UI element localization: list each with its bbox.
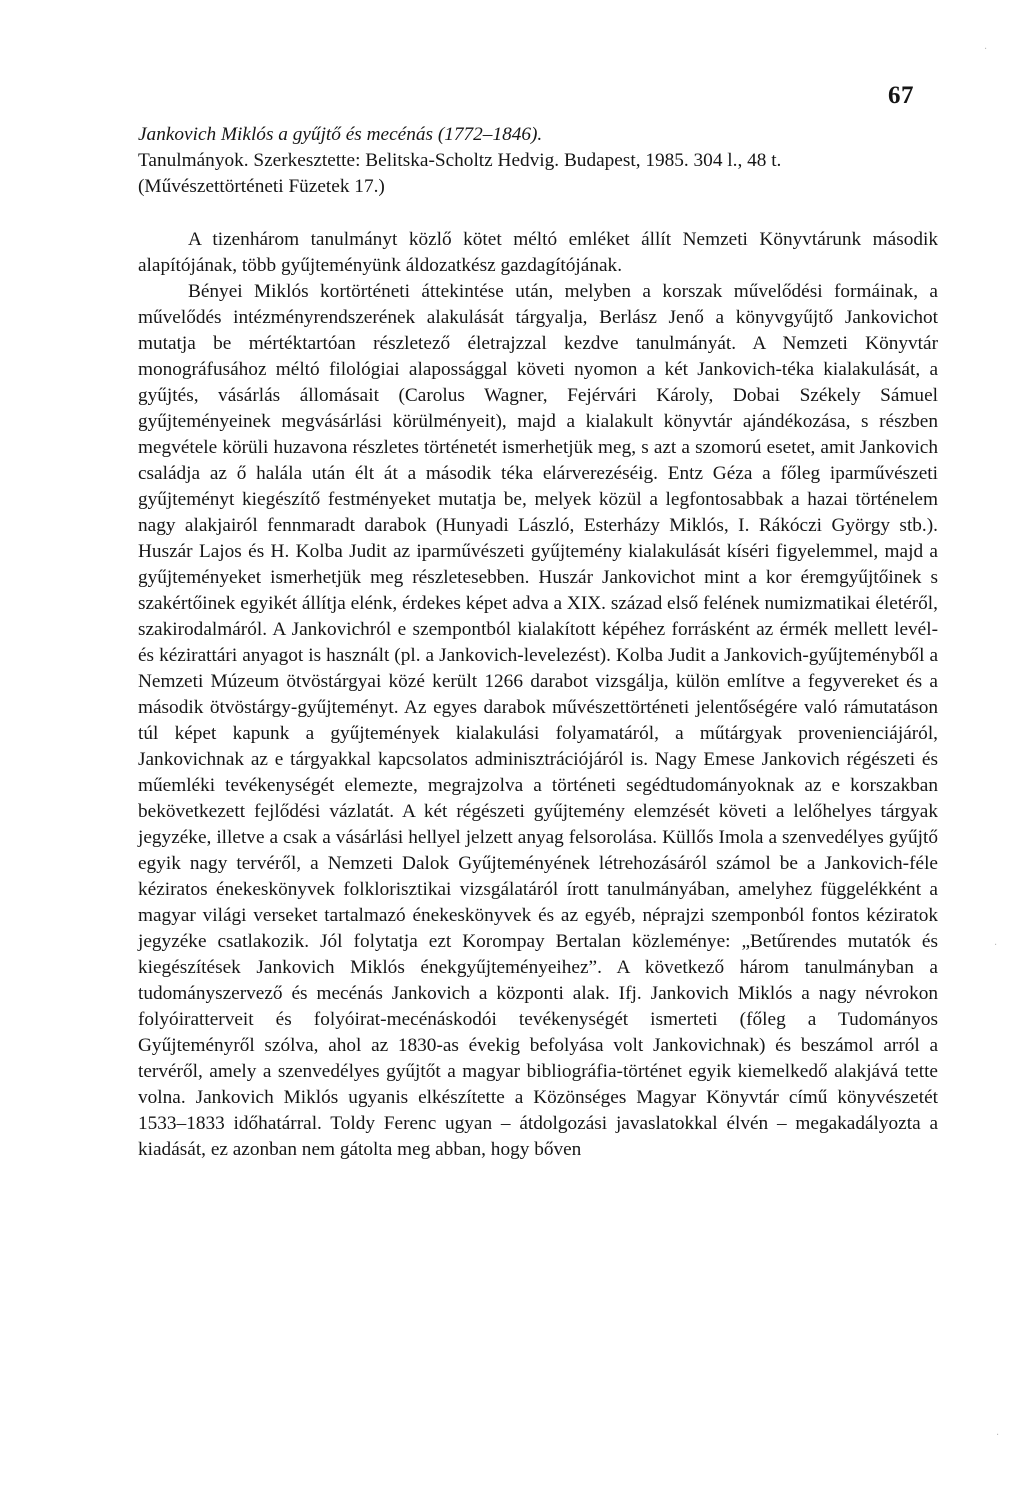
book-reference [138, 122, 938, 200]
scan-speck-mark: · [996, 1430, 1000, 1441]
body-paragraph-1: A tizenhárom tanulmányt közlő kötet méltó emléket állít Nemzeti Könyvtárunk második alapítójának, több gyűjteményünk áldozatkész gazdagítójának. [138, 229, 938, 276]
review-body [138, 227, 938, 1163]
scan-speck-mark: · [994, 940, 998, 951]
body-paragraph-2: Bényei Miklós kortörténeti áttekintése után, melyben a korszak művelődési formáinak, a művelődés intézményrendszerének alakulását tárgyalja, Berlász Jenő a könyvgyűjtő Jankovichot mutatja be mértéktartóan részletező életrajzzal kezdve tanulmányát. A Nemzeti Könyvtár monográfusához méltó filológiai alapossággal követi nyomon a két Jankovich-téka kialakulását, a gyűjtés, vásárlás állomásait (Carolus Wagner, Fejérvári Károly, Dobai Székely Sámuel gyűjteményeinek megvásárlási körülményeit), majd a kialakult könyvtár ajándékozása, s részben megvétele körüli huzavona részletes történetét ismerhetjük meg, s azt a szomorú esetet, amit Jankovich családja az ő halála után élt át a második téka elárverezéséig. Entz Géza a főleg iparművészeti gyűjteményt kiegészítő festményeket mutatja be, melyek közül a legfontosabbak a hazai történelem nagy alakjairól fennmaradt darabok (Hunyadi László, Esterházy Miklós, I. Rákóczi György stb.). Huszár Lajos és H. Kolba Judit az iparművészeti gyűjtemény kialakulását kíséri figyelemmel, majd a gyűjteményeket ismerhetjük meg részletesebben. Huszár Jankovichot mint a kor éremgyűjtőinek s szakértőinek egyikét állítja elénk, érdekes képet adva a XIX. század első felének numizmatikai életéről, szakirodalmáról. A Jankovichról e szempontból kialakított képéhez forrásként az érmék mellett levél- és kézirattári anyagot is használt (pl. a Jankovich-levelezést). Kolba Judit a Jankovich-gyűjteményből a Nemzeti Múzeum ötvöstárgyai közé került 1266 darabot vizsgálja, külön említve a fegyvereket és a második ötvöstárgy-gyűjteményt. Az egyes darabok művészettörténeti jelentőségére való rámutatáson túl képet kapunk a gyűjtemények kialakulási folyamatáról, a műtárgyak provenienciájáról, Jankovichnak az e tárgyakkal kapcsolatos adminisztrációjáról is. Nagy Emese Jankovich régészeti és műemléki tevékenységét elemezte, megrajzolva a történeti segédtudományoknak az e korszakban bekövetkezett fejlődési vázlatát. A két régészeti gyűjtemény elemzését követi a lelőhelyes tárgyak jegyzéke, illetve a csak a vásárlási hellyel jelzett anyag felsorolása. Küllős Imola a szenvedélyes gyűjtő egyik nagy tervéről, a Nemzeti Dalok Gyűjteményének létrehozásáról számol be a Jankovich-féle kéziratos énekeskönyvek folklorisztikai vizsgálatáról írott tanulmányában, amelyhez függelékként a magyar világi verseket tartalmazó énekeskönyvek és az egyéb, néprajzi szemponból fontos kéziratok jegyzéke csatlakozik. Jól folytatja ezt Korompay Bertalan közleménye: „Betűrendes mutatók és kiegészítések Jankovich Miklós énekgyűjteményeihez”. A következő három tanulmányban a tudományszervező és mecénás Jankovich a központi alak. Ifj. Jankovich Miklós a nagy névrokon folyóiratterveit és folyóirat-mecénáskodói tevékenységét ismerteti (főleg a Tudományos Gyűjteményről szólva, ahol az 1830-as évekig befolyása volt Jankovichnak) és beszámol arról a tervéről, amely a szenvedélyes gyűjtőt a magyar bibliográfia-történet egyik kiemelkedő alakjává tette volna. Jankovich Miklós ugyanis elkészítette a Közönséges Magyar Könyvtár című könyvészetét 1533–1833 időhatárral. Toldy Ferenc ugyan – átdolgozási javaslatokkal élvén – megakadályozta a kiadását, ez azonban nem gátolta meg abban, hogy bőven [138, 281, 938, 1160]
reference-title: Jankovich Miklós a gyűjtő és mecénás (1772–1846). [138, 124, 543, 145]
scan-speck-mark: · [984, 44, 988, 55]
page-number: 67 [888, 82, 914, 109]
reference-series: (Művészettörténeti Füzetek 17.) [138, 176, 385, 197]
reference-details: Tanulmányok. Szerkesztette: Belitska-Scholtz Hedvig. Budapest, 1985. 304 l., 48 t. [138, 150, 782, 171]
